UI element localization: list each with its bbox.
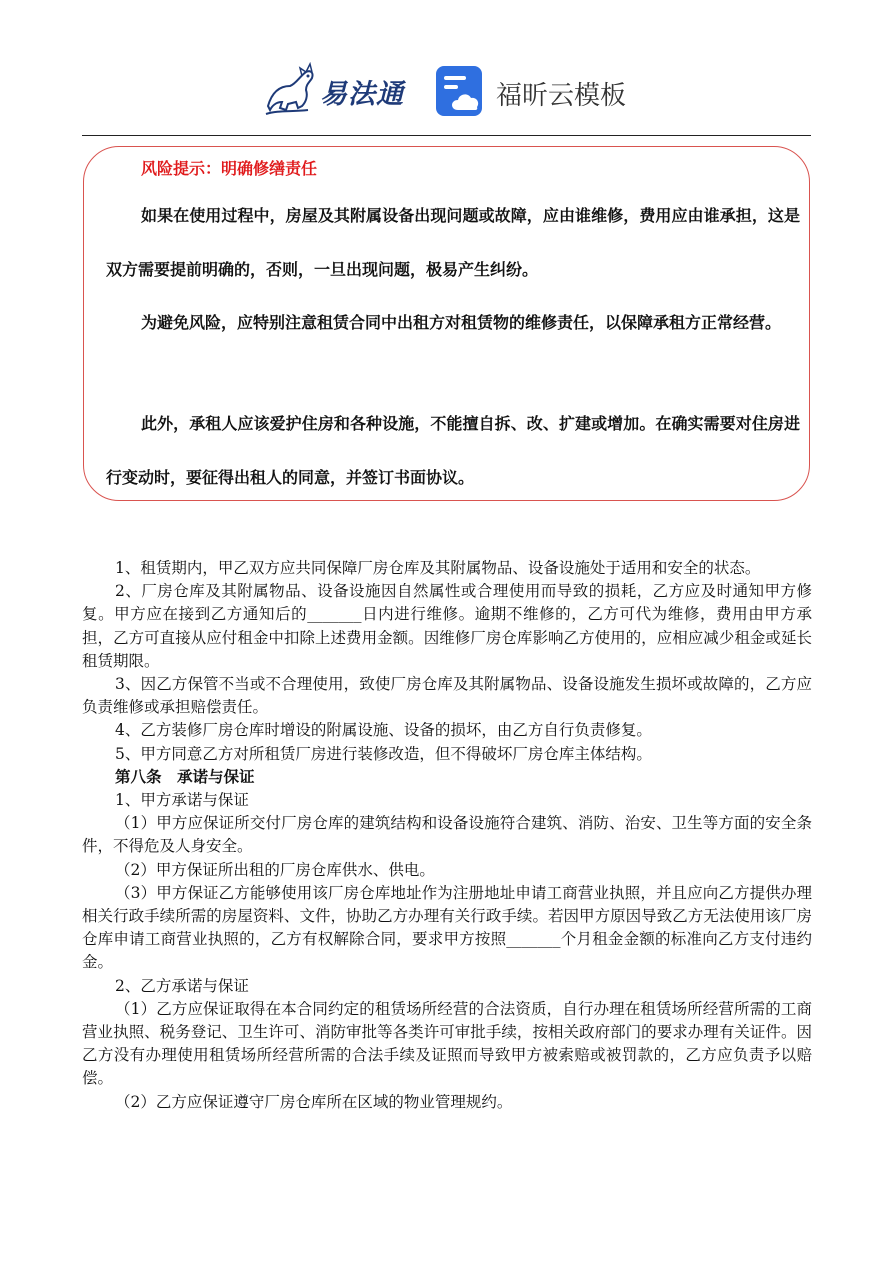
- risk-paragraph: 此外，承租人应该爱护住房和各种设施，不能擅自拆、改、扩建或增加。在确实需要对住房进行变动时，要征得出租人的同意，并签订书面协议。: [106, 414, 800, 487]
- clause-item: （1）乙方应保证取得在本合同约定的租赁场所经营的合法资质，自行办理在租赁场所经营所需的工商营业执照、税务登记、卫生许可、消防审批等各类许可审批手续，按相关政府部门的要求办理有关证件。因乙方没有办理使用租赁场所经营所需的合法手续及证照而导致甲方被索赔或被罚款的，乙方应负责予以赔偿。: [82, 999, 812, 1088]
- cloud-document-icon: [436, 66, 486, 116]
- clause-item: 5、甲方同意乙方对所租赁厂房进行装修改造，但不得破坏厂房仓库主体结构。: [115, 744, 652, 763]
- subsection-title: 1、甲方承诺与保证: [115, 791, 249, 810]
- clause-item: 3、因乙方保管不当或不合理使用，致使厂房仓库及其附属物品、设备设施发生损坏或故障的，乙方应负责维修或承担赔偿责任。: [82, 675, 812, 717]
- subsection-title: 2、乙方承诺与保证: [115, 976, 249, 995]
- clause-item: （3）甲方保证乙方能够使用该厂房仓库地址作为注册地址申请工商营业执照，并且应向乙方提供办理相关行政手续所需的房屋资料、文件，协助乙方办理有关行政手续。若因甲方原因导致乙方无法使用该厂房仓库申请工商营业执照的，乙方有权解除合同，要求甲方按照_______个月租金金额的标准向乙方支付违约金。: [82, 883, 812, 972]
- fuxin-logo: [436, 66, 646, 118]
- clause-item: （2）乙方应保证遵守厂房仓库所在区域的物业管理规约。: [115, 1092, 513, 1111]
- clause-item: 4、乙方装修厂房仓库时增设的附属设施、设备的损坏，由乙方自行负责修复。: [115, 721, 652, 740]
- contract-body: [82, 557, 812, 1114]
- clause-item: （2）甲方保证所出租的厂房仓库供水、供电。: [115, 860, 435, 879]
- section-heading: 第八条 承诺与保证: [115, 767, 255, 786]
- clause-item: （1）甲方应保证所交付厂房仓库的建筑结构和设备设施符合建筑、消防、治安、卫生等方面的安全条件，不得危及人身安全。: [82, 814, 812, 856]
- yifatong-brand-text: 易法通: [320, 79, 404, 110]
- header-divider: [82, 135, 811, 136]
- clause-item: 2、厂房仓库及其附属物品、设备设施因自然属性或合理使用而导致的损耗，乙方应及时通知甲方修复。甲方应在接到乙方通知后的_______日内进行维修。逾期不维修的，乙方可代为维修，费用由甲方承担，乙方可直接从应付租金中扣除上述费用金额。因维修厂房仓库影响乙方使用的，应相应减少租金或延长租赁期限。: [82, 582, 812, 670]
- qilin-emblem-icon: [262, 62, 322, 118]
- risk-paragraph: 为避免风险，应特别注意租赁合同中出租方对租赁物的维修责任，以保障承租方正常经营。: [141, 313, 782, 332]
- risk-warning-title: 风险提示：明确修缮责任: [141, 159, 318, 178]
- risk-paragraph: 如果在使用过程中，房屋及其附属设备出现问题或故障，应由谁维修，费用应由谁承担，这是双方需要提前明确的，否则，一旦出现问题，极易产生纠纷。: [106, 206, 800, 279]
- fuxin-brand-text: 福昕云模板: [496, 81, 627, 111]
- yifatong-logo: [262, 62, 414, 118]
- clause-item: 1、租赁期内，甲乙双方应共同保障厂房仓库及其附属物品、设备设施处于适用和安全的状态。: [115, 559, 761, 577]
- page-header: [0, 0, 893, 136]
